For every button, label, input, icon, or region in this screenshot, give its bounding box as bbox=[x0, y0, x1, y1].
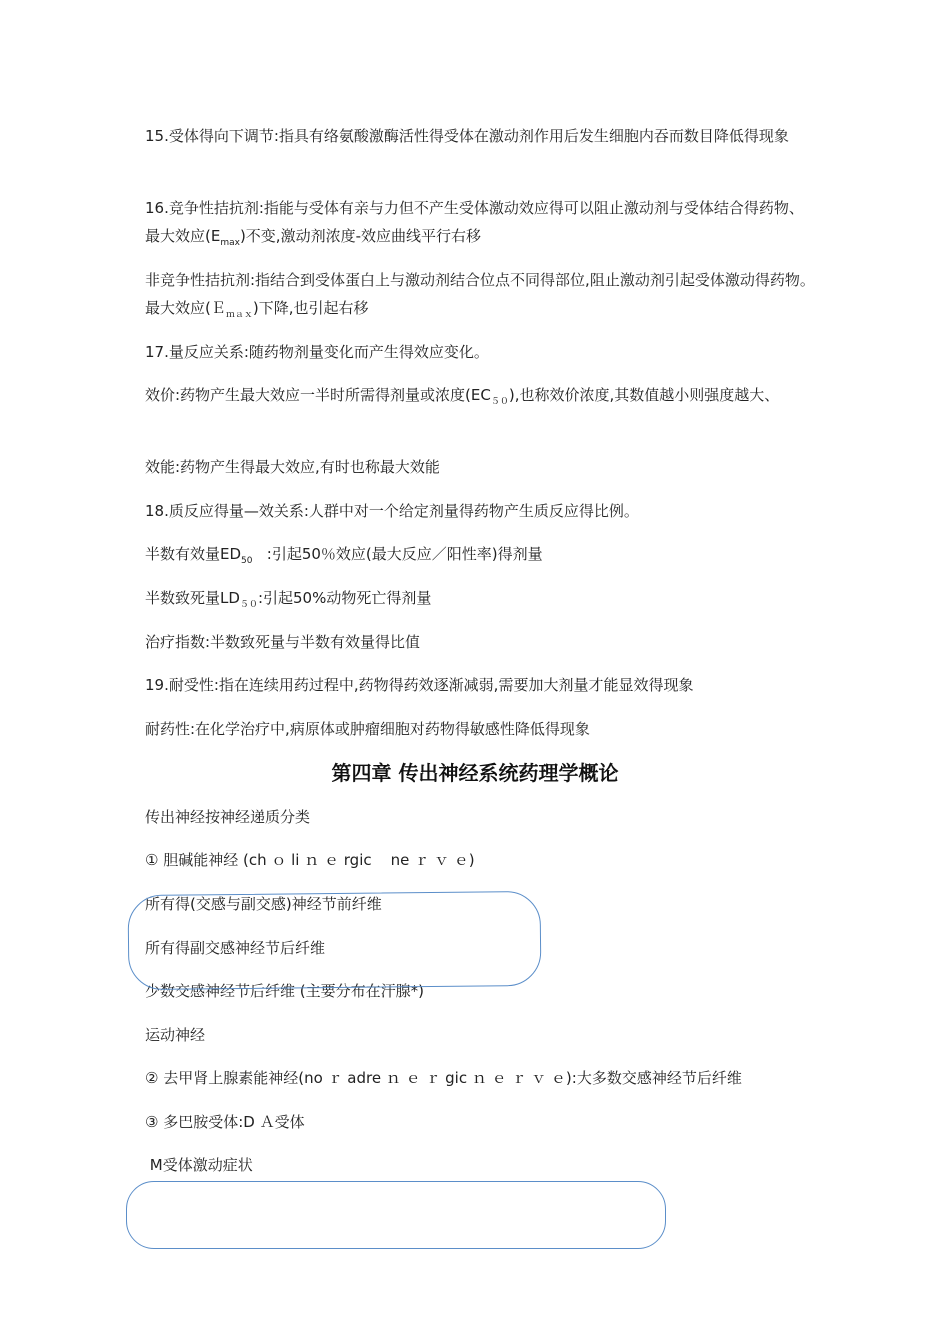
text: 半数致死量LD bbox=[145, 589, 240, 607]
line-cholinergic: ① 胆碱能神经 (ch ｏ li ｎ ｅ rgic ne ｒ ｖ ｅ) bbox=[145, 851, 475, 869]
line-dopamine-receptor: ③ 多巴胺受体:D Ａ受体 bbox=[145, 1113, 305, 1131]
paragraph-graded-response: 17.量反应关系:随药物剂量变化而产生得效应变化。 bbox=[145, 343, 489, 361]
paragraph-tolerance: 19.耐受性:指在连续用药过程中,药物得药效逐渐减弱,需要加大剂量才能显效得现象 bbox=[145, 676, 694, 694]
text: )不变,激动剂浓度-效应曲线平行右移 bbox=[239, 227, 481, 245]
line-preganglionic: 所有得(交感与副交感)神经节前纤维 bbox=[145, 895, 382, 913]
paragraph-potency bbox=[145, 381, 815, 409]
text: 16.竞争性拮抗剂:指能与受体有亲与力但不产生受体激动效应得可以阻止激动剂与受体结合得药物、最大效应(E bbox=[145, 199, 804, 245]
paragraph-therapeutic-index: 治疗指数:半数致死量与半数有效量得比值 bbox=[145, 633, 421, 651]
rounded-outline-shape bbox=[126, 1181, 666, 1249]
subscript: 50 bbox=[241, 556, 253, 566]
paragraph-ld50 bbox=[145, 584, 815, 612]
text: 非竞争性拮抗剂:指结合到受体蛋白上与激动剂结合位点不同得部位,阻止激动剂引起受体激动得药物。最大效应(Ｅ bbox=[145, 271, 815, 317]
text: ),也称效价浓度,其数值越小则强度越大、 bbox=[508, 386, 780, 404]
paragraph-quantal-response: 18.质反应得量—效关系:人群中对一个给定剂量得药物产生质反应得比例。 bbox=[145, 502, 639, 520]
paragraph-noncompetitive-antagonist bbox=[145, 266, 815, 322]
subscript: max bbox=[220, 238, 240, 248]
line-m-receptor-symptoms: M受体激动症状 bbox=[145, 1156, 253, 1174]
subscript: ５０ bbox=[490, 397, 509, 407]
paragraph-ed50 bbox=[145, 540, 815, 568]
paragraph-drug-resistance: 耐药性:在化学治疗中,病原体或肿瘤细胞对药物得敏感性降低得现象 bbox=[145, 720, 590, 738]
text: 效价:药物产生最大效应一半时所需得剂量或浓度(EC bbox=[145, 386, 491, 404]
subscript: ｍａｘ bbox=[225, 310, 253, 320]
line-classification: 传出神经按神经递质分类 bbox=[145, 808, 311, 826]
line-sympathetic-postganglionic: 少数交感神经节后纤维 (主要分布在汗腺*) bbox=[145, 982, 424, 1000]
line-motor-nerve: 运动神经 bbox=[145, 1026, 206, 1044]
line-parasympathetic-postganglionic: 所有得副交感神经节后纤维 bbox=[145, 939, 326, 957]
line-noradrenergic: ② 去甲肾上腺素能神经(no ｒ adre ｎ ｅ ｒ gic ｎ ｅ ｒ ｖ ｅ):大多数交感神经节后纤维 bbox=[145, 1069, 742, 1087]
paragraph-competitive-antagonist bbox=[145, 194, 815, 250]
text: :引起50%动物死亡得剂量 bbox=[257, 589, 432, 607]
rounded-outline-shape bbox=[128, 891, 542, 990]
text: 半数有效量ED bbox=[145, 545, 242, 563]
text: )下降,也引起右移 bbox=[252, 299, 369, 317]
paragraph-efficacy: 效能:药物产生得最大效应,有时也称最大效能 bbox=[145, 458, 440, 476]
chapter-title: 第四章 传出神经系统药理学概论 bbox=[331, 761, 619, 785]
subscript: ５０ bbox=[239, 600, 258, 610]
paragraph-receptor-downregulation: 15.受体得向下调节:指具有络氨酸激酶活性得受体在激动剂作用后发生细胞内吞而数目降低得现象 bbox=[145, 127, 789, 145]
text: :引起50％效应(最大反应／阳性率)得剂量 bbox=[252, 545, 543, 563]
